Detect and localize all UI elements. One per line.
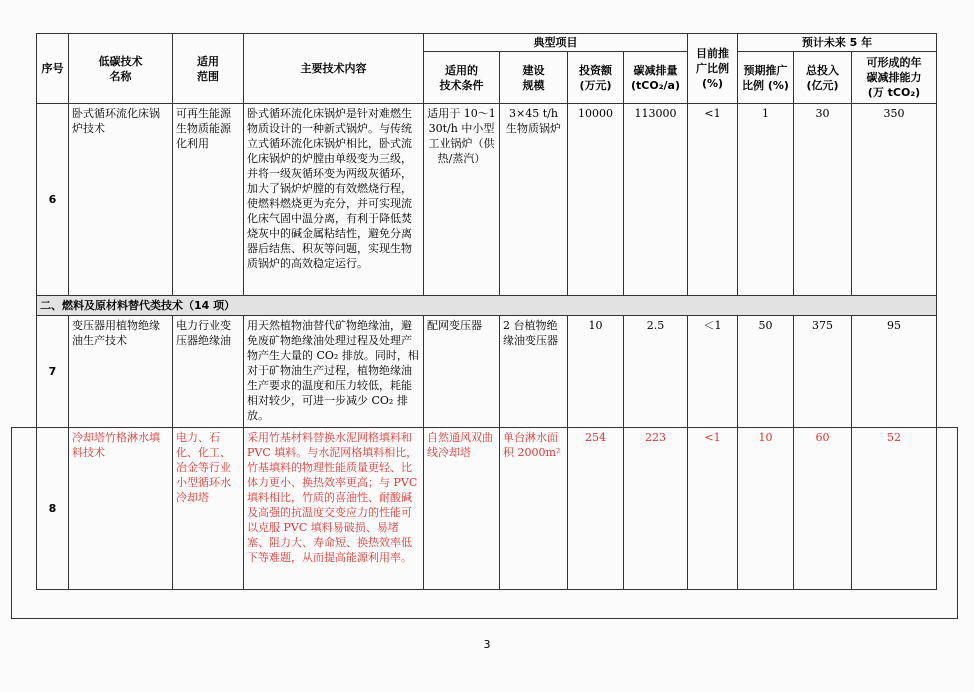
header-tech-name: 低碳技术 名称 bbox=[69, 34, 173, 104]
row-capacity: 350 bbox=[852, 104, 937, 296]
row-conditions: 配网变压器 bbox=[424, 316, 500, 428]
page-number: 3 bbox=[483, 638, 491, 651]
row-capacity: 52 bbox=[852, 428, 937, 590]
row-scale: 3×45 t/h 生物质锅炉 bbox=[500, 104, 568, 296]
row-total-investment: 60 bbox=[794, 428, 852, 590]
row-scope: 电力、石化、化工、冶金等行业 小型循环水冷却塔 bbox=[173, 428, 244, 590]
header-scope: 适用 范围 bbox=[173, 34, 244, 104]
row-reduction: 223 bbox=[624, 428, 688, 590]
header-capacity: 可形成的年 碳减排能力 (万 tCO₂) bbox=[852, 52, 937, 104]
row-current-ratio: <1 bbox=[688, 428, 738, 590]
row-scope: 电力行业变压器绝缘油 bbox=[173, 316, 244, 428]
row-total-investment: 30 bbox=[794, 104, 852, 296]
header-investment: 投资额 (万元) bbox=[568, 52, 624, 104]
row-scale: 2 台植物绝缘油变压器 bbox=[500, 316, 568, 428]
row-scale: 单台淋水面积 2000m² bbox=[500, 428, 568, 590]
low-carbon-tech-table bbox=[36, 33, 937, 590]
row-seq: 8 bbox=[37, 428, 69, 590]
row-investment: 10 bbox=[568, 316, 624, 428]
row-current-ratio: <1 bbox=[688, 104, 738, 296]
row-tech-name: 冷却塔竹格淋水填料技术 bbox=[69, 428, 173, 590]
header-current-ratio: 目前推 广比例 (%) bbox=[688, 34, 738, 104]
row-capacity: 95 bbox=[852, 316, 937, 428]
row-expected-ratio: 50 bbox=[738, 316, 794, 428]
row-conditions: 适用于 10～130t/h 中小型工业锅炉（供热/蒸汽） bbox=[424, 104, 500, 296]
table-row bbox=[37, 428, 937, 590]
row-investment: 254 bbox=[568, 428, 624, 590]
row-seq: 6 bbox=[37, 104, 69, 296]
header-expected-ratio: 预期推广 比例 (%) bbox=[738, 52, 794, 104]
row-scope: 可再生能源生物质能源化利用 bbox=[173, 104, 244, 296]
header-typical-project: 典型项目 bbox=[424, 34, 688, 52]
row-expected-ratio: 10 bbox=[738, 428, 794, 590]
table-row bbox=[37, 316, 937, 428]
row-current-ratio: ＜1 bbox=[688, 316, 738, 428]
section-header-row bbox=[37, 296, 937, 316]
header-forecast: 预计未来 5 年 bbox=[738, 34, 937, 52]
header-reduction: 碳减排量 (tCO₂/a) bbox=[624, 52, 688, 104]
row-investment: 10000 bbox=[568, 104, 624, 296]
row-expected-ratio: 1 bbox=[738, 104, 794, 296]
row-reduction: 2.5 bbox=[624, 316, 688, 428]
row-content: 用天然植物油替代矿物绝缘油，避免废矿物绝缘油处理过程及处理产物产生大量的 CO₂ 排放。同时，相对于矿物油生产过程，植物绝缘油生产要求的温度和压力较低，耗能相对较少，可进一步减少 CO₂ 排放。 bbox=[244, 316, 424, 428]
row-content: 卧式循环流化床锅炉是针对难燃生物质设计的一种新式锅炉。与传统立式循环流化床锅炉相比，卧式流化床锅炉的炉膛由单级变为三级，并将一级灰循环变为两级灰循环，加大了锅炉炉膛的有效燃烧行程，使燃料燃烧更为充分，并可实现流化床气固中温分离，有利于降低焚烧灰中的碱金属粘结性，避免分离器后结焦、积灰等问题，实现生物质锅炉的高效稳定运行。 bbox=[244, 104, 424, 296]
row-total-investment: 375 bbox=[794, 316, 852, 428]
row-conditions: 自然通风双曲线冷却塔 bbox=[424, 428, 500, 590]
section-title: 二、燃料及原材料替代类技术（14 项） bbox=[37, 296, 937, 316]
header-content: 主要技术内容 bbox=[244, 34, 424, 104]
row-seq: 7 bbox=[37, 316, 69, 428]
row-tech-name: 变压器用植物绝缘油生产技术 bbox=[69, 316, 173, 428]
table-row bbox=[37, 104, 937, 296]
header-seq: 序号 bbox=[37, 34, 69, 104]
row-content: 采用竹基材料替换水泥网格填料和 PVC 填料。与水泥网格填料相比，竹基填料的物理性能质量更轻、比体力更小、换热效率更高；与 PVC 填料相比，竹质的喜油性、耐酸碱及高强的抗温度交变应力的性能可以克服 PVC 填料易破损、易堵塞、阻力大、寿命短、换热效率低下等难题，从而提高能源利用率。 bbox=[244, 428, 424, 590]
row-reduction: 113000 bbox=[624, 104, 688, 296]
header-scale: 建设 规模 bbox=[500, 52, 568, 104]
row-tech-name: 卧式循环流化床锅炉技术 bbox=[69, 104, 173, 296]
header-total-investment: 总投入 (亿元) bbox=[794, 52, 852, 104]
header-conditions: 适用的 技术条件 bbox=[424, 52, 500, 104]
